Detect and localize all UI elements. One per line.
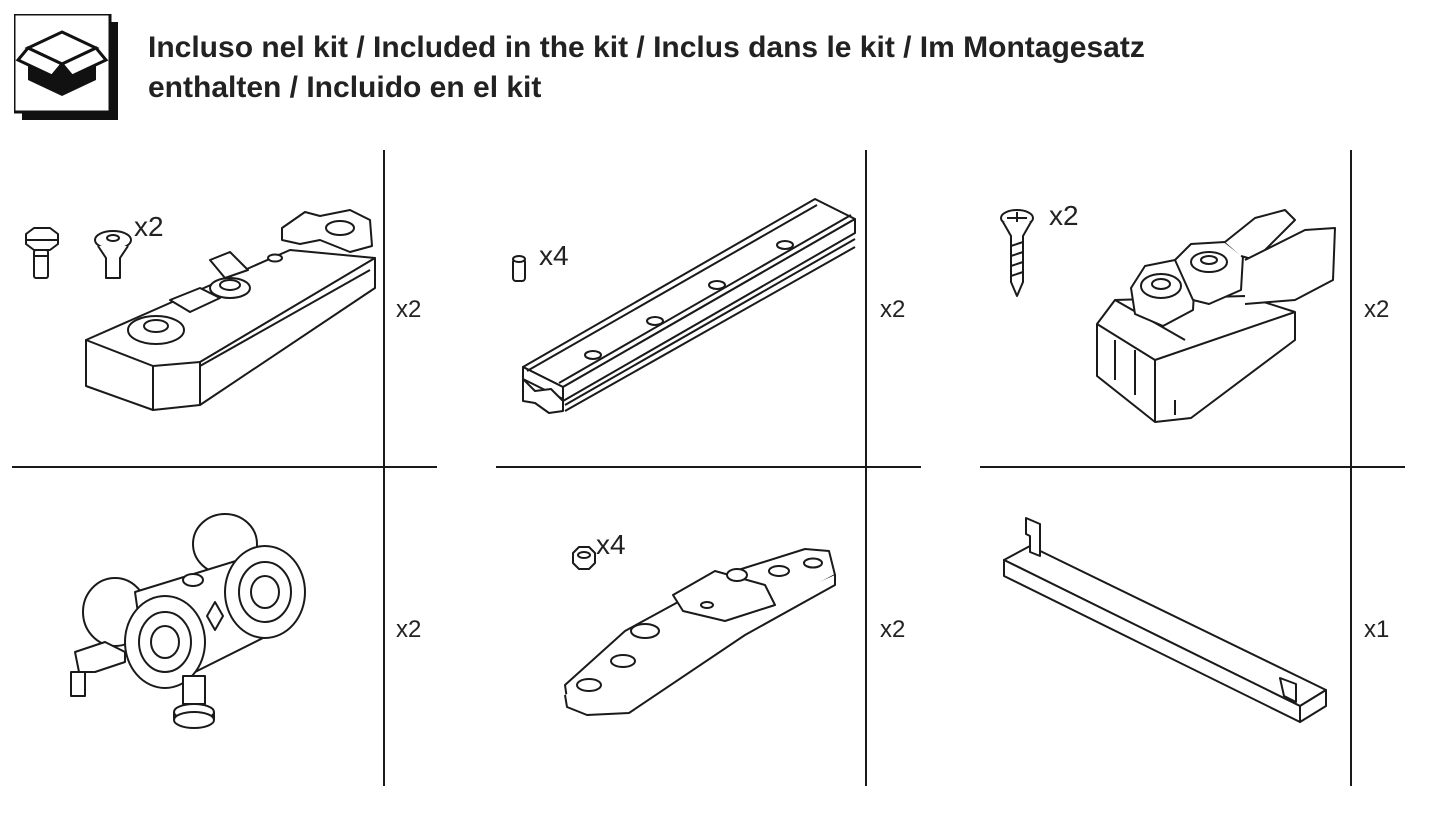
divider-horizontal-2 [496,466,921,468]
divider-vertical-2 [865,150,867,786]
end-stop-illustration [995,200,1345,425]
item-qty-2: x2 [880,296,906,323]
item-qty-3: x2 [1364,296,1390,323]
accessory-qty-3: x2 [1049,200,1079,231]
item-qty-5: x2 [880,616,906,643]
item-qty-4: x2 [396,616,422,643]
divider-vertical-3 [1350,150,1352,786]
accessory-qty-5: x4 [596,529,626,560]
guide-profile-illustration [1000,512,1330,742]
title-line-2: enthalten / Incluido en el kit [148,71,542,104]
divider-horizontal-3 [980,466,1405,468]
divider-horizontal-1 [12,466,437,468]
rail-profile-illustration [505,195,865,425]
accessory-qty-2: x4 [539,240,569,271]
divider-vertical-1 [383,150,385,786]
title-line-1: Incluso nel kit / Included in the kit / Inclus dans le kit / Im Montagesatz [148,31,1145,64]
roller-trolley-illustration [65,512,325,732]
item-qty-1: x2 [396,296,422,323]
mounting-plate-illustration [565,535,845,715]
open-box-icon [14,14,118,120]
carriage-plate-illustration [20,200,380,420]
accessory-qty-1: x2 [134,211,164,242]
page-title [148,28,1348,108]
item-qty-6: x1 [1364,616,1390,643]
